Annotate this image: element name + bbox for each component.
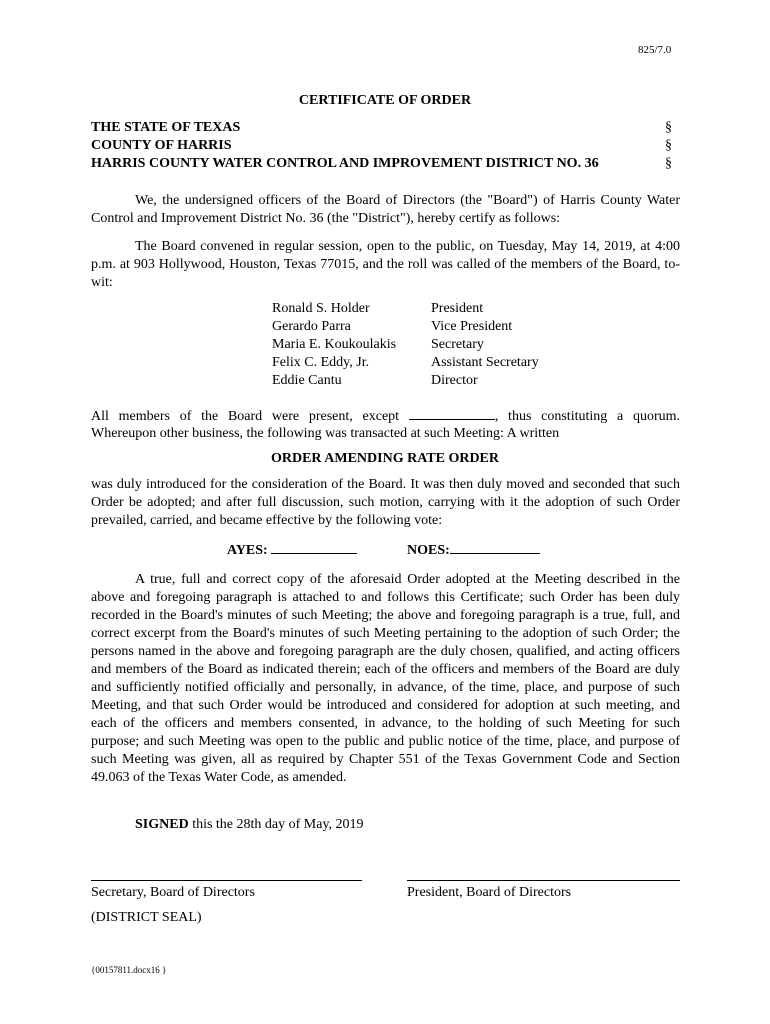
intro-paragraph bbox=[91, 192, 680, 228]
section-symbol: § bbox=[665, 120, 672, 135]
roll-office: Secretary bbox=[431, 337, 484, 352]
signed-line bbox=[135, 817, 364, 833]
order-title: ORDER AMENDING RATE ORDER bbox=[270, 451, 500, 466]
roll-office: Director bbox=[431, 373, 478, 388]
convened-paragraph bbox=[91, 238, 680, 292]
caption-state: THE STATE OF TEXAS bbox=[91, 120, 241, 135]
roll-name: Maria E. Koukoulakis bbox=[272, 337, 397, 352]
roll-office: President bbox=[431, 301, 484, 316]
intro-text: We, the undersigned officers of the Board of Directors (the "Board") of Harris County Water Control and Improvement District No. 36 (the "District"), hereby certify as follows: bbox=[91, 193, 680, 226]
roll-office: Assistant Secretary bbox=[431, 355, 539, 370]
ayes-field bbox=[227, 541, 357, 559]
signed-date: this the 28th day of May, 2019 bbox=[188, 817, 364, 832]
roll-office: Vice President bbox=[431, 319, 513, 334]
roll-name: Ronald S. Holder bbox=[272, 301, 370, 316]
introduced-paragraph: was duly introduced for the consideration of the Board. It was then duly moved and seconded that such Order be adopted; and after full discussion, such motion, carrying with it the adoption of such Order prevailed, carried, and became effective by the following vote: bbox=[91, 477, 680, 528]
signed-label: SIGNED bbox=[135, 817, 189, 832]
document-number: 825/7.0 bbox=[638, 44, 672, 56]
caption-district: HARRIS COUNTY WATER CONTROL AND IMPROVEMENT DISTRICT NO. 36 bbox=[91, 156, 599, 171]
secretary-label: Secretary, Board of Directors bbox=[91, 885, 255, 900]
noes-label: NOES: bbox=[407, 543, 450, 558]
president-signature-line bbox=[407, 880, 680, 881]
quorum-pre: All members of the Board were present, except bbox=[91, 409, 400, 424]
section-symbol: § bbox=[665, 138, 672, 153]
roll-name: Eddie Cantu bbox=[272, 373, 342, 388]
ayes-label: AYES: bbox=[227, 543, 268, 558]
roll-name: Gerardo Parra bbox=[272, 319, 351, 334]
page-title: CERTIFICATE OF ORDER bbox=[298, 93, 472, 108]
secretary-signature-line bbox=[91, 880, 362, 881]
quorum-line-2: Whereupon other business, the following was transacted at such Meeting: A written bbox=[91, 426, 560, 441]
roll-name: Felix C. Eddy, Jr. bbox=[272, 355, 370, 370]
noes-field bbox=[407, 541, 540, 559]
ayes-blank bbox=[271, 541, 357, 554]
district-seal-label: (DISTRICT SEAL) bbox=[91, 910, 202, 925]
president-label: President, Board of Directors bbox=[407, 885, 572, 900]
noes-blank bbox=[450, 541, 540, 554]
caption-county: COUNTY OF HARRIS bbox=[91, 138, 232, 153]
absent-members-blank bbox=[409, 407, 495, 420]
convened-text: The Board convened in regular session, open to the public, on Tuesday, May 14, 2019, at 4:00 p.m. at 903 Hollywood, Houston, Texas 77015, and the roll was called of the members of the Board, to-wit: bbox=[91, 239, 680, 290]
roll-names bbox=[272, 300, 396, 390]
quorum-post: , thus constituting a quorum. bbox=[494, 409, 681, 424]
certify-text: A true, full and correct copy of the aforesaid Order adopted at the Meeting described in the above and foregoing paragraph is attached to and follows this Certificate; such Order has been duly recorded in the Board's minutes of such Meeting; the above and foregoing paragraph is a true, full, and correct excerpt from the Board's minutes of such Meeting pertaining to the adoption of such Order; the persons named in the above and foregoing paragraph are the duly chosen, qualified, and acting officers and members of the Board as indicated therein; each of the officers and members of the Board are duly and sufficiently notified officially and personally, in advance, of the time, place, and purpose of such Meeting, and that such Order would be introduced and considered for adoption at such meeting, and each of the officers and members consented, in advance, to the holding of such Meeting for such purpose; and such Meeting was open to the public and public notice of the time, place, and purpose of such Meeting was given, all as required by Chapter 551 of the Texas Government Code and Section 49.063 of the Texas Water Code, as amended. bbox=[91, 572, 680, 785]
roll-offices bbox=[431, 300, 539, 390]
quorum-line bbox=[91, 407, 680, 426]
certify-paragraph bbox=[91, 571, 680, 787]
footer-doc-id: {00157811.docx16 } bbox=[91, 965, 167, 975]
section-symbol: § bbox=[665, 156, 672, 171]
